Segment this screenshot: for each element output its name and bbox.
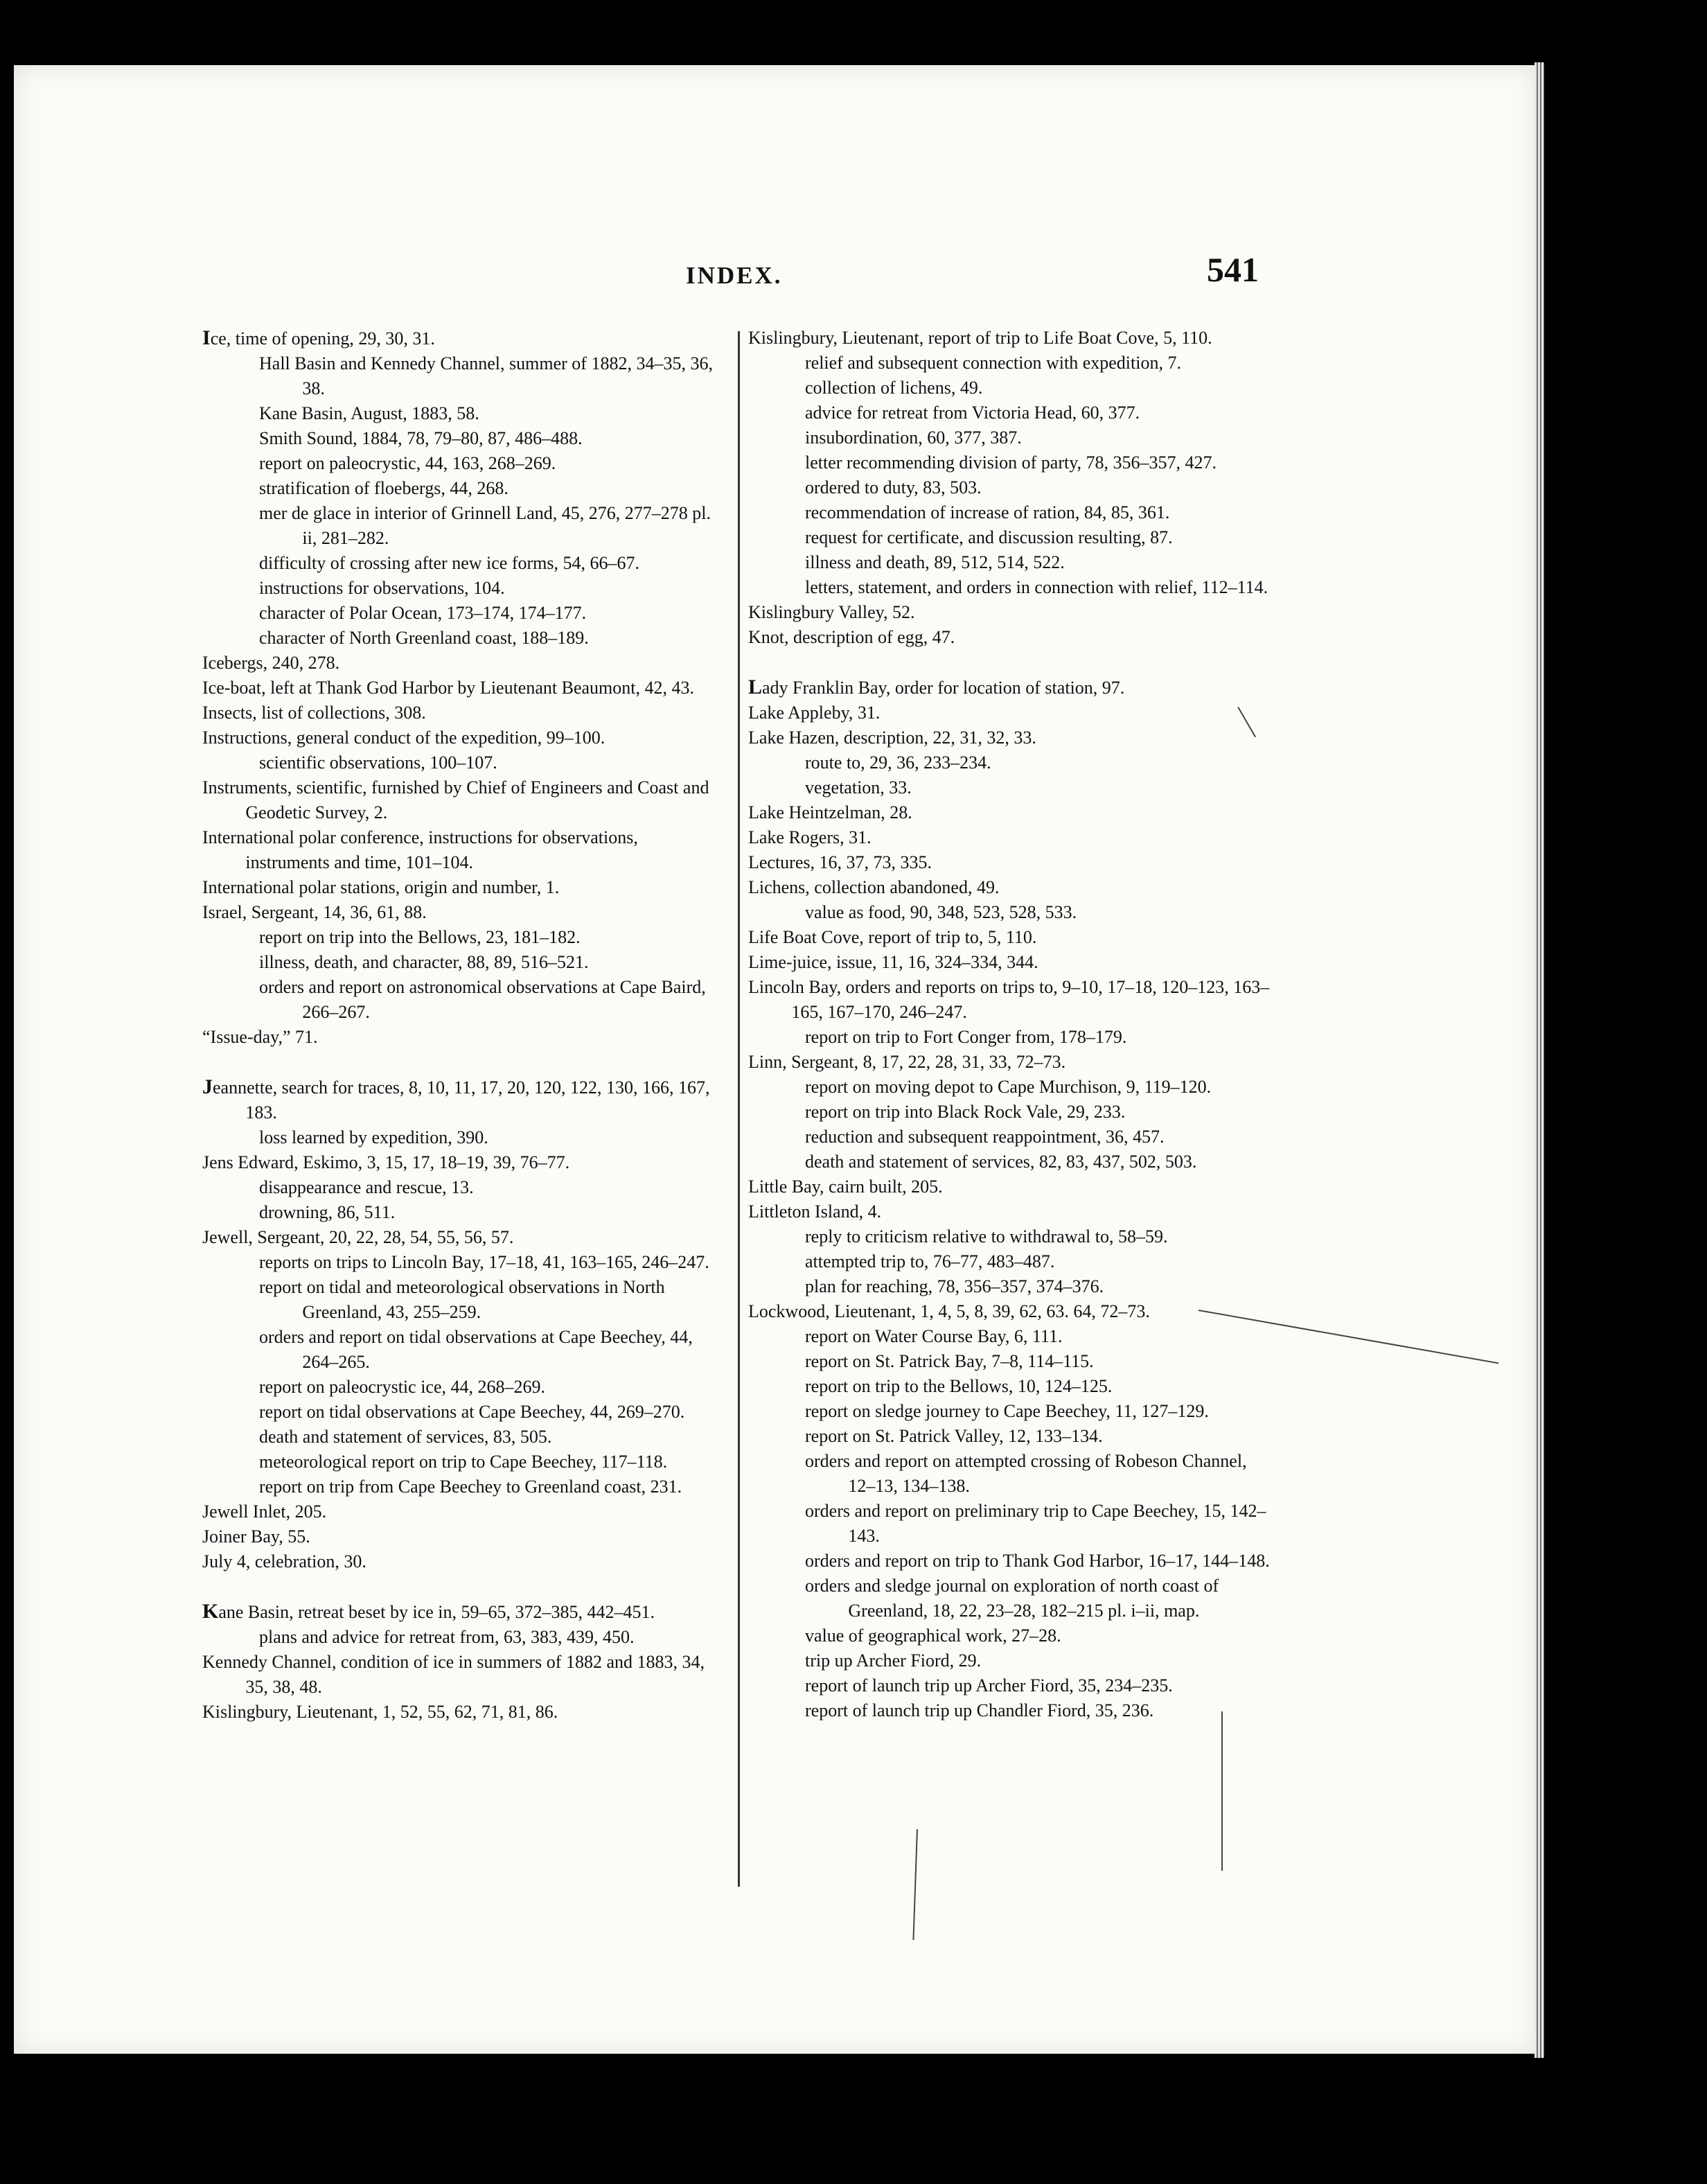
index-subentry: report on trip to Fort Conger from, 178–179.	[805, 1027, 1127, 1047]
index-subentry: report on sledge journey to Cape Beechey, 11, 127–129.	[805, 1401, 1209, 1421]
index-subentry: disappearance and rescue, 13.	[259, 1177, 474, 1197]
index-entry: Linn, Sergeant, 8, 17, 22, 28, 31, 33, 72–73.	[748, 1052, 1066, 1072]
index-subentry: report on paleocrystic, 44, 163, 268–269.	[259, 453, 556, 473]
index-entry: Lake Appleby, 31.	[748, 703, 881, 723]
index-subentry: letter recommending division of party, 78, 356–357, 427.	[805, 452, 1217, 473]
index-entry: Kislingbury Valley, 52.	[748, 602, 915, 622]
index-subentry: drowning, 86, 511.	[259, 1202, 396, 1222]
index-subentry: illness, death, and character, 88, 89, 516–521.	[259, 952, 589, 972]
index-entry: International polar conference, instructions for observations, instruments and time, 101–104.	[202, 827, 638, 872]
index-column-right	[748, 326, 1275, 1723]
index-subentry: report on St. Patrick Bay, 7–8, 114–115.	[805, 1351, 1094, 1371]
index-entry: Lake Heintzelman, 28.	[748, 802, 912, 822]
index-subentry: plan for reaching, 78, 356–357, 374–376.	[805, 1276, 1104, 1296]
page-edges	[1534, 62, 1544, 2058]
index-entry: Littleton Island, 4.	[748, 1201, 882, 1222]
index-subentry: report on tidal observations at Cape Beechey, 44, 269–270.	[259, 1402, 685, 1422]
index-subentry: difficulty of crossing after new ice forms, 54, 66–67.	[259, 553, 639, 573]
index-subentry: request for certificate, and discussion resulting, 87.	[805, 527, 1173, 547]
index-subentry: value of geographical work, 27–28.	[805, 1626, 1061, 1646]
index-subentry: character of Polar Ocean, 173–174, 174–177.	[259, 603, 587, 623]
index-subentry: scientific observations, 100–107.	[259, 752, 497, 773]
index-subentry: reports on trips to Lincoln Bay, 17–18, 41, 163–165, 246–247.	[259, 1252, 709, 1272]
index-subentry: orders and report on trip to Thank God Harbor, 16–17, 144–148.	[805, 1551, 1270, 1571]
index-entry: International polar stations, origin and number, 1.	[202, 877, 560, 897]
index-subentry: death and statement of services, 83, 505.	[259, 1427, 552, 1447]
index-subentry: collection of lichens, 49.	[805, 378, 983, 398]
index-entry: Lockwood, Lieutenant, 1, 4, 5, 8, 39, 62, 63. 64, 72–73.	[748, 1301, 1150, 1321]
index-entry	[202, 1075, 725, 1125]
index-subentry: Kane Basin, August, 1883, 58.	[259, 403, 479, 423]
entry-text: eannette, search for traces, 8, 10, 11, 17, 20, 120, 122, 130, 166, 167, 183.	[213, 1077, 710, 1122]
pencil-mark	[1221, 1711, 1223, 1871]
section-initial: J	[202, 1075, 213, 1098]
index-entry	[202, 1599, 725, 1625]
index-subentry: stratification of floebergs, 44, 268.	[259, 478, 508, 498]
index-entry: Ice-boat, left at Thank God Harbor by Lieutenant Beaumont, 42, 43.	[202, 678, 694, 698]
index-subentry: illness and death, 89, 512, 514, 522.	[805, 552, 1065, 572]
index-entry: Instruments, scientific, furnished by Chief of Engineers and Coast and Geodetic Survey, 2.	[202, 777, 709, 822]
index-entry	[202, 326, 725, 351]
index-subentry: vegetation, 33.	[805, 777, 912, 798]
index-subentry: orders and report on tidal observations at Cape Beechey, 44, 264–265.	[259, 1327, 693, 1372]
index-entry: Kislingbury, Lieutenant, 1, 52, 55, 62, 71, 81, 86.	[202, 1702, 558, 1722]
section-initial: L	[748, 676, 763, 698]
index-entry: Kennedy Channel, condition of ice in summers of 1882 and 1883, 34, 35, 38, 48.	[202, 1652, 705, 1697]
index-entry: Jewell Inlet, 205.	[202, 1502, 327, 1522]
page-title: INDEX.	[686, 262, 783, 289]
index-subentry: attempted trip to, 76–77, 483–487.	[805, 1251, 1055, 1271]
index-subentry: report on tidal and meteorological observations in North Greenland, 43, 255–259.	[259, 1277, 665, 1322]
index-subentry: character of North Greenland coast, 188–189.	[259, 628, 589, 648]
index-subentry: report on moving depot to Cape Murchison, 9, 119–120.	[805, 1077, 1212, 1097]
section-initial: I	[202, 326, 211, 349]
index-entry: Knot, description of egg, 47.	[748, 627, 955, 647]
index-subentry: report on trip into Black Rock Vale, 29, 233.	[805, 1102, 1126, 1122]
index-subentry: report on paleocrystic ice, 44, 268–269.	[259, 1377, 545, 1397]
index-subentry: report of launch trip up Archer Fiord, 35, 234–235.	[805, 1675, 1173, 1696]
index-subentry: ordered to duty, 83, 503.	[805, 477, 982, 497]
page-number: 541	[1207, 250, 1259, 289]
index-entry: Lime-juice, issue, 11, 16, 324–334, 344.	[748, 952, 1038, 972]
index-entry: Lectures, 16, 37, 73, 335.	[748, 852, 932, 872]
index-subentry: route to, 29, 36, 233–234.	[805, 752, 991, 773]
index-subentry: advice for retreat from Victoria Head, 60, 377.	[805, 403, 1140, 423]
index-entry: Little Bay, cairn built, 205.	[748, 1177, 943, 1197]
index-subentry: insubordination, 60, 377, 387.	[805, 428, 1022, 448]
entry-text: ady Franklin Bay, order for location of station, 97.	[762, 678, 1125, 698]
index-subentry: report on trip into the Bellows, 23, 181–182.	[259, 927, 581, 947]
index-entry: Israel, Sergeant, 14, 36, 61, 88.	[202, 902, 427, 922]
index-subentry: orders and sledge journal on exploration of north coast of Greenland, 18, 22, 23–28, 182–215 pl. i–ii, map.	[805, 1576, 1219, 1621]
index-subentry: letters, statement, and orders in connection with relief, 112–114.	[805, 577, 1268, 597]
entry-text: ane Basin, retreat beset by ice in, 59–65, 372–385, 442–451.	[218, 1602, 655, 1622]
index-entry: July 4, celebration, 30.	[202, 1551, 366, 1571]
index-entry: Joiner Bay, 55.	[202, 1526, 310, 1547]
index-subentry: orders and report on astronomical observations at Cape Baird, 266–267.	[259, 977, 706, 1022]
index-entry	[748, 675, 1275, 701]
index-subentry: instructions for observations, 104.	[259, 578, 505, 598]
index-subentry: reply to criticism relative to withdrawal to, 58–59.	[805, 1226, 1168, 1247]
index-entry: Kislingbury, Lieutenant, report of trip to Life Boat Cove, 5, 110.	[748, 328, 1212, 348]
index-subentry: loss learned by expedition, 390.	[259, 1127, 488, 1147]
index-subentry: recommendation of increase of ration, 84, 85, 361.	[805, 502, 1170, 522]
index-subentry: meteorological report on trip to Cape Beechey, 117–118.	[259, 1452, 668, 1472]
index-entry: Lichens, collection abandoned, 49.	[748, 877, 1000, 897]
index-entry: Lincoln Bay, orders and reports on trips to, 9–10, 17–18, 120–123, 163–165, 167–170, 246–247.	[748, 977, 1270, 1022]
index-subentry: trip up Archer Fiord, 29.	[805, 1650, 982, 1671]
index-subentry: plans and advice for retreat from, 63, 383, 439, 450.	[259, 1627, 635, 1647]
index-subentry: orders and report on attempted crossing of Robeson Channel, 12–13, 134–138.	[805, 1451, 1247, 1496]
index-entry: Life Boat Cove, report of trip to, 5, 110.	[748, 927, 1037, 947]
index-subentry: mer de glace in interior of Grinnell Land, 45, 276, 277–278 pl. ii, 281–282.	[259, 503, 711, 548]
index-entry: Insects, list of collections, 308.	[202, 703, 426, 723]
section-initial: K	[202, 1600, 219, 1623]
index-entry: Jens Edward, Eskimo, 3, 15, 17, 18–19, 39, 76–77.	[202, 1152, 570, 1172]
index-entry: Lake Rogers, 31.	[748, 827, 872, 847]
index-entry: Instructions, general conduct of the expedition, 99–100.	[202, 728, 605, 748]
index-subentry: relief and subsequent connection with expedition, 7.	[805, 353, 1181, 373]
index-subentry: reduction and subsequent reappointment, 36, 457.	[805, 1127, 1165, 1147]
index-entry: “Issue-day,” 71.	[202, 1027, 318, 1047]
column-divider	[738, 331, 740, 1887]
index-subentry: report on Water Course Bay, 6, 111.	[805, 1326, 1063, 1346]
index-subentry: orders and report on preliminary trip to Cape Beechey, 15, 142–143.	[805, 1501, 1266, 1546]
index-subentry: value as food, 90, 348, 523, 528, 533.	[805, 902, 1077, 922]
index-subentry: Smith Sound, 1884, 78, 79–80, 87, 486–488.	[259, 428, 583, 448]
index-subentry: report of launch trip up Chandler Fiord, 35, 236.	[805, 1700, 1154, 1720]
entry-text: ce, time of opening, 29, 30, 31.	[210, 328, 435, 349]
index-subentry: Hall Basin and Kennedy Channel, summer of 1882, 34–35, 36, 38.	[259, 353, 713, 398]
index-subentry: report on St. Patrick Valley, 12, 133–134.	[805, 1426, 1103, 1446]
index-subentry: report on trip from Cape Beechey to Greenland coast, 231.	[259, 1477, 682, 1497]
index-entry: Lake Hazen, description, 22, 31, 32, 33.	[748, 728, 1036, 748]
index-subentry: death and statement of services, 82, 83, 437, 502, 503.	[805, 1152, 1197, 1172]
index-subentry: report on trip to the Bellows, 10, 124–125.	[805, 1376, 1113, 1396]
index-entry: Icebergs, 240, 278.	[202, 653, 340, 673]
index-column-left	[202, 326, 725, 1725]
index-entry: Jewell, Sergeant, 20, 22, 28, 54, 55, 56, 57.	[202, 1227, 514, 1247]
